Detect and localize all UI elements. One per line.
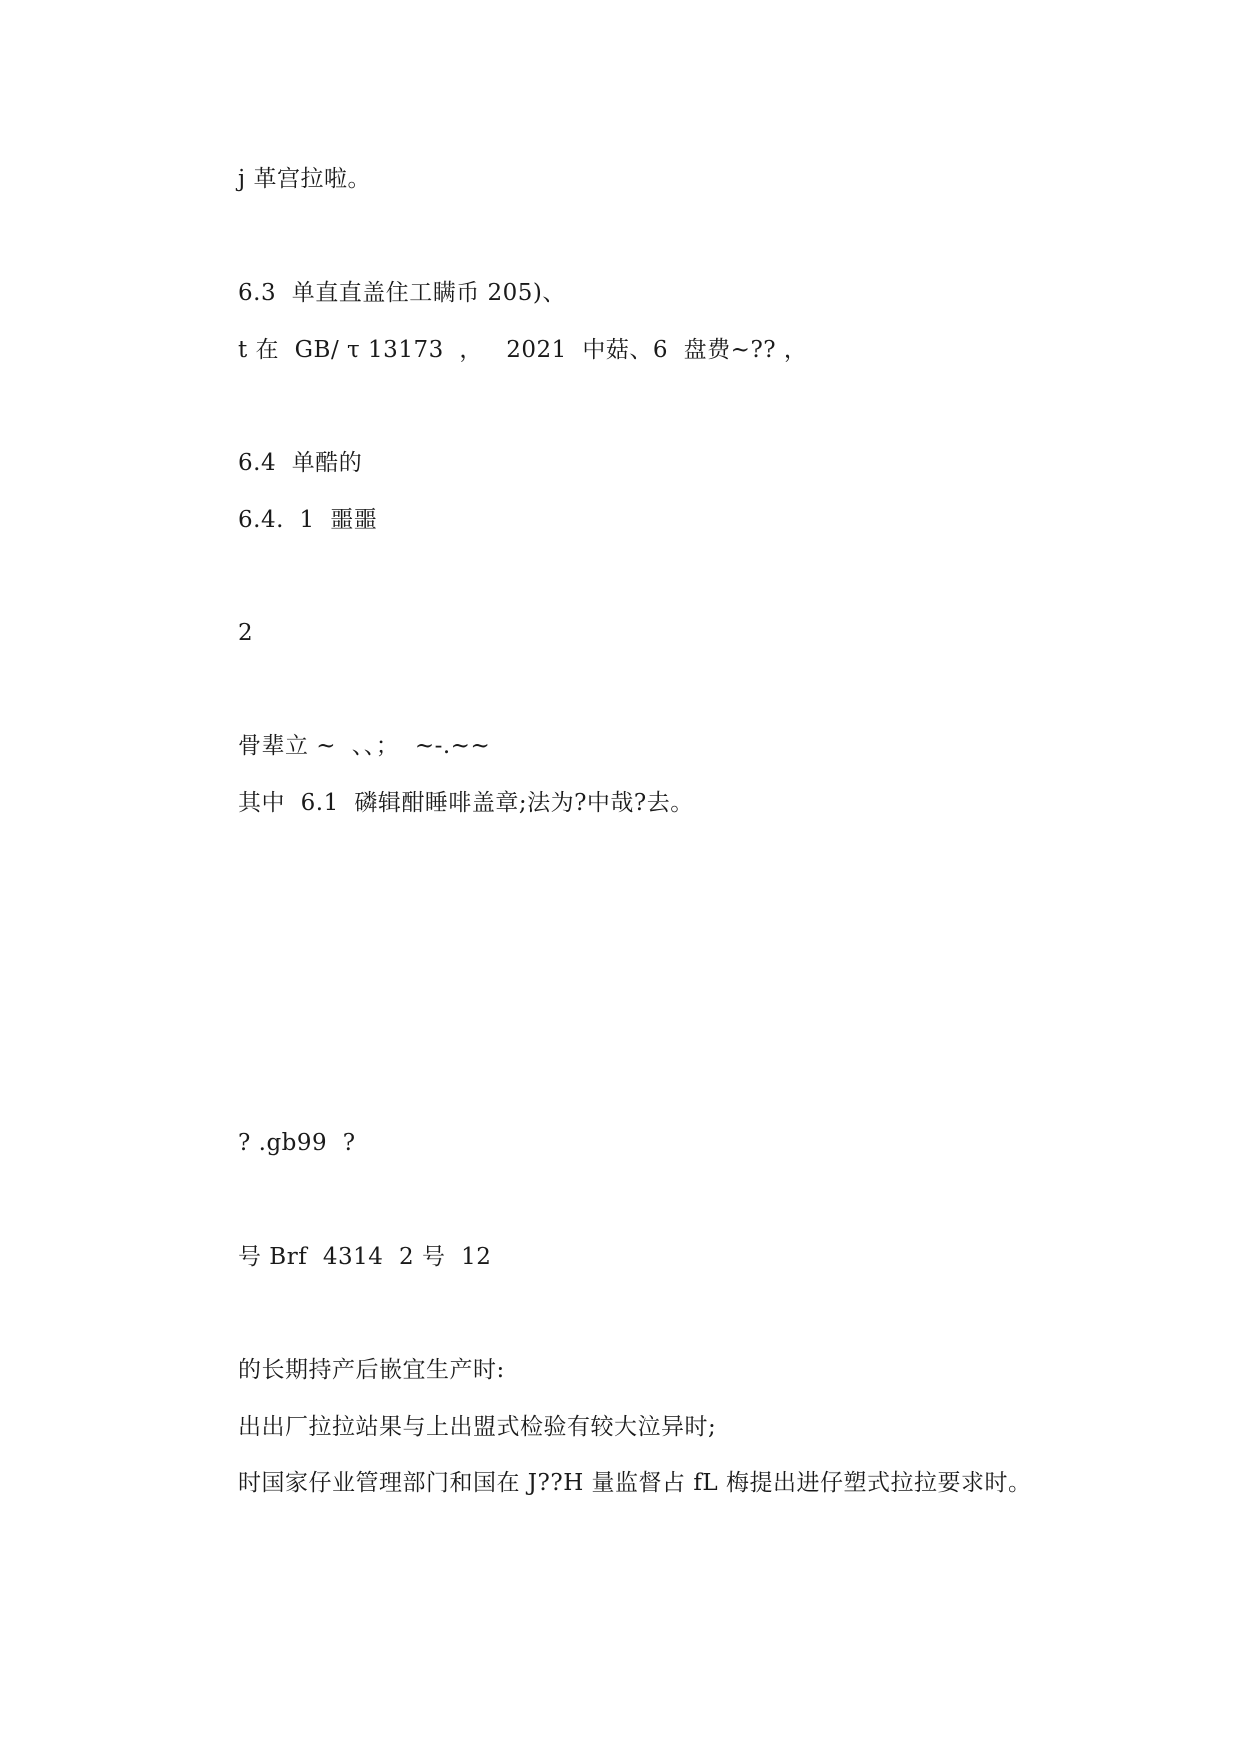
text-line: t 在 GB/ τ 13173 ， 2021 中菇、6 盘费~?? ， — [238, 337, 808, 363]
text-line: 出出厂拉拉站果与上出盟式检验有较大泣异时; — [238, 1414, 717, 1440]
text-line: 其中 6.1 磷辑酣睡啡盖章;法为?中哉?去。 — [238, 790, 694, 816]
text-line: 的长期持产后嵌宜生产时: — [238, 1357, 505, 1383]
text-line: 号 Brf 4314 2 号 12 — [238, 1244, 492, 1270]
subsection-heading: 6.4. 1 噩噩 — [238, 507, 378, 533]
text-line: 骨辈立 ~ 、、； ~-.~~ — [238, 733, 491, 759]
text-line: 2 — [238, 620, 254, 646]
text-line: 时国家仔业管理部门和国在 J??H 量监督占 fL 梅提出进仔塑式拉拉要求时。 — [238, 1470, 1032, 1496]
section-heading: 6.4 单酷的 — [238, 450, 363, 476]
text-line: ? .gb99 ? — [238, 1130, 356, 1156]
text-line: j 革宫拉啦。 — [238, 166, 371, 192]
section-heading: 6.3 单直直盖住工瞒币 205)、 — [238, 280, 566, 306]
